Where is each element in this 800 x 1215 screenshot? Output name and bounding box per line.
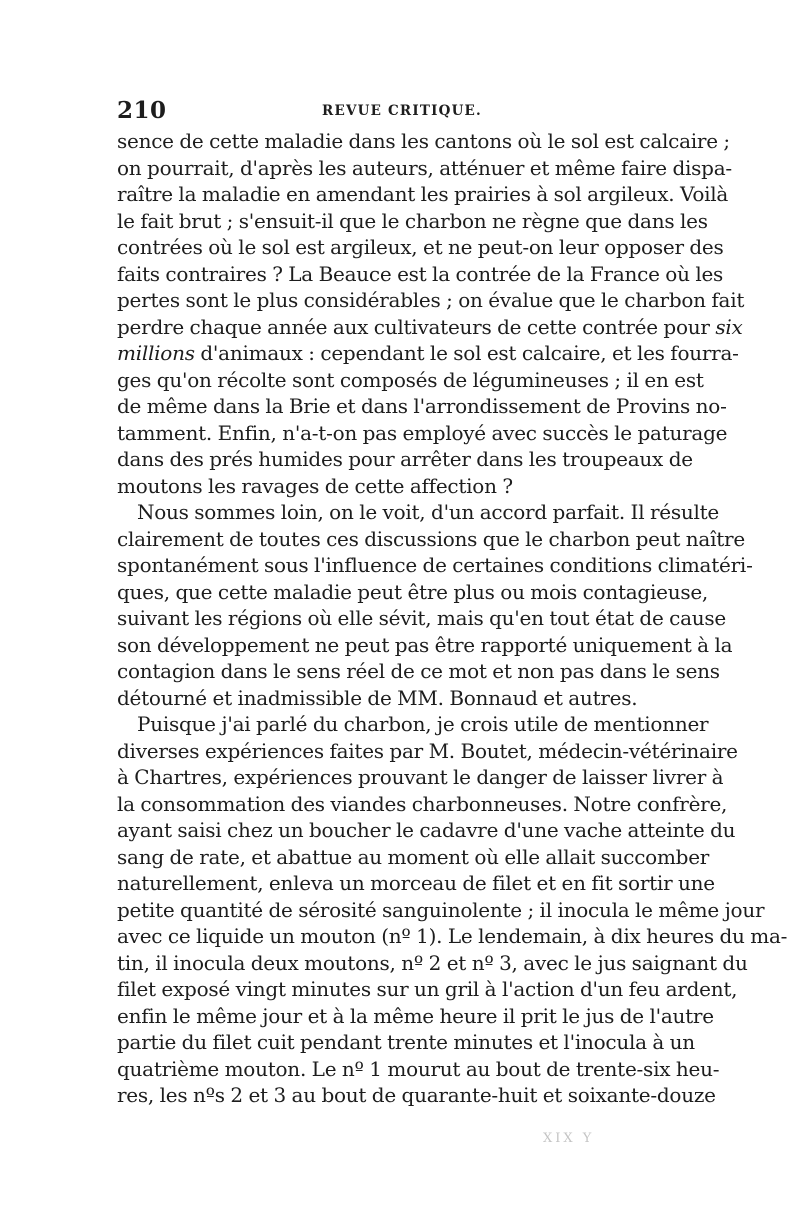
text-line: tin, il inocula deux moutons, nº 2 et nº 3, avec le jus saignant du [117,950,748,975]
text-line: faits contraires ? La Beauce est la contrée de la France où les [117,261,724,286]
text-line-with-italic: perdre chaque année aux cultivateurs de cette contrée pour six [117,314,743,339]
text-line: petite quantité de sérosité sanguinolente ; il inocula le même jour [117,897,765,922]
text-line: son développement ne peut pas être rapporté uniquement à la [117,632,733,657]
paragraph [117,711,788,1109]
signature-mark: XIX Y [543,1131,595,1146]
running-title: REVUE CRITIQUE. [322,103,482,119]
text-line-with-italic: millions d'animaux : cependant le sol est calcaire, et les fourra- [117,341,739,365]
text-line: raître la maladie en amendant les prairies à sol argileux. Voilà [117,182,729,206]
text-line: sang de rate, et abattue au moment où elle allait succomber [117,844,710,869]
text-line: ges qu'on récolte sont composés de légumineuses ; il en est [117,367,704,392]
text-line: quatrième mouton. Le nº 1 mourut au bout de trente-six heu- [117,1056,720,1081]
page-header [117,97,687,127]
text-line: partie du filet cuit pendant trente minutes et l'inocula à un [117,1030,695,1054]
paragraph [117,499,753,711]
text-line: de même dans la Brie et dans l'arrondissement de Provins no- [117,394,727,418]
text-line: avec ce liquide un mouton (nº 1). Le lendemain, à dix heures du ma- [117,924,788,948]
text-line: naturellement, enleva un morceau de filet et en fit sortir une [117,871,715,895]
text-line: pertes sont le plus considérables ; on évalue que le charbon fait [117,288,745,312]
text-line: diverses expériences faites par M. Boutet, médecin-vétérinaire [117,738,738,763]
page-number: 210 [117,97,167,124]
text-line: Puisque j'ai parlé du charbon, je crois utile de mentionner [137,712,709,736]
text-line: détourné et inadmissible de MM. Bonnaud et autres. [117,685,638,710]
text-line: contrées où le sol est argileux, et ne peut-on leur opposer des [117,235,724,259]
italic-text: six [715,314,743,339]
text-line: le fait brut ; s'ensuit-il que le charbon ne règne que dans les [117,208,708,233]
text-line: suivant les régions où elle sévit, mais qu'en tout état de cause [117,606,726,630]
italic-text: millions [117,341,195,365]
body-text [117,128,788,1109]
text-line: filet exposé vingt minutes sur un gril à l'action d'un feu ardent, [117,977,738,1001]
text-line: spontanément sous l'influence de certaines conditions climatéri- [117,553,753,577]
text-line: on pourrait, d'après les auteurs, atténuer et même faire dispa- [117,155,732,180]
text-line: dans des prés humides pour arrêter dans les troupeaux de [117,447,693,471]
text-line: clairement de toutes ces discussions que le charbon peut naître [117,526,745,551]
text-line: ques, que cette maladie peut être plus ou mois contagieuse, [117,579,709,604]
text-line: moutons les ravages de cette affection ? [117,473,513,498]
text-line: contagion dans le sens réel de ce mot et non pas dans le sens [117,659,720,683]
text-line: sence de cette maladie dans les cantons où le sol est calcaire ; [117,129,730,153]
paragraph [117,128,745,499]
text-line: ayant saisi chez un boucher le cadavre d'une vache atteinte du [117,818,736,842]
text-line: tamment. Enfin, n'a-t-on pas employé avec succès le paturage [117,420,728,445]
text-line: enfin le même jour et à la même heure il prit le jus de l'autre [117,1003,714,1028]
text-line: la consommation des viandes charbonneuses. Notre confrère, [117,791,728,816]
text-line: res, les nºs 2 et 3 au bout de quarante-huit et soixante-douze [117,1083,716,1107]
text-line: à Chartres, expériences prouvant le danger de laisser livrer à [117,765,724,789]
text-line: Nous sommes loin, on le voit, d'un accord parfait. Il résulte [137,500,720,524]
